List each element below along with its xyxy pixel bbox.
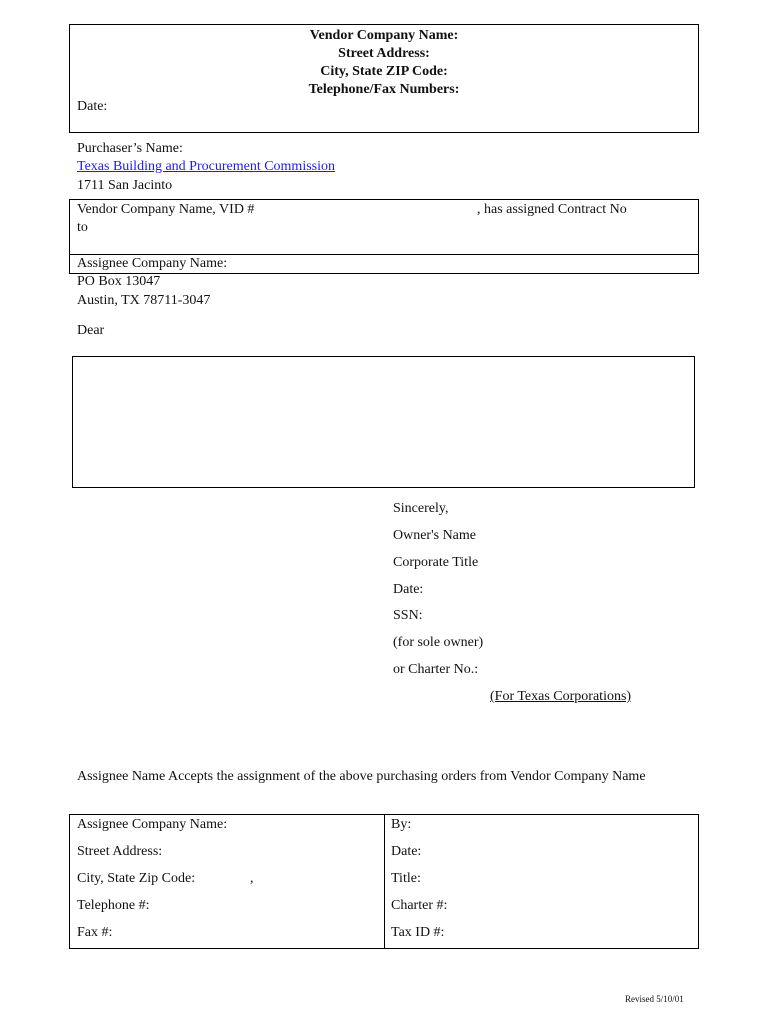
to-label: to (77, 220, 88, 235)
assigned-contract-label: , has assigned Contract No (477, 202, 627, 217)
table-right-by: By: (391, 817, 412, 832)
sole-owner-note: (for sole owner) (393, 635, 484, 650)
phone-fax-label: Telephone/Fax Numbers: (308, 82, 460, 97)
table-right-title: Title: (391, 871, 421, 886)
assignee-company-box (69, 254, 699, 274)
ssn-label: SSN: (393, 608, 423, 623)
letter-body-box[interactable] (72, 356, 695, 488)
table-left-street-address: Street Address: (77, 844, 163, 859)
assignment-box (69, 199, 699, 255)
table-divider (384, 815, 385, 948)
acceptance-statement: Assignee Name Accepts the assignment of the above purchasing orders from Vendor Company Name (77, 769, 646, 784)
texas-corporations-note: (For Texas Corporations) (490, 689, 632, 704)
street-address-label: Street Address: (338, 46, 430, 61)
vendor-company-name-label: Vendor Company Name: (309, 28, 459, 43)
assignee-details-table (69, 814, 699, 949)
table-left-fax: Fax #: (77, 925, 113, 940)
city-state-zip-label: City, State ZIP Code: (320, 64, 448, 79)
table-right-charter: Charter #: (391, 898, 448, 913)
sincerely: Sincerely, (393, 501, 449, 516)
header-date-label: Date: (77, 99, 108, 114)
vendor-vid-label: Vendor Company Name, VID # (77, 202, 255, 217)
owner-name: Owner's Name (393, 528, 476, 543)
table-left-assignee-company: Assignee Company Name: (77, 817, 228, 832)
assignee-company-label: Assignee Company Name: (77, 256, 228, 271)
po-box-line1: PO Box 13047 (77, 274, 161, 289)
table-left-telephone: Telephone #: (77, 898, 150, 913)
table-right-date: Date: (391, 844, 422, 859)
purchaser-name-label: Purchaser’s Name: (77, 141, 183, 156)
purchaser-address: 1711 San Jacinto (77, 178, 173, 193)
revised-date: Revised 5/10/01 (625, 994, 684, 1004)
table-left-city-state-zip: City, State Zip Code: (77, 871, 196, 886)
corporate-title: Corporate Title (393, 555, 479, 570)
po-box-line2: Austin, TX 78711-3047 (77, 293, 211, 308)
purchaser-link[interactable]: Texas Building and Procurement Commission (77, 159, 335, 174)
table-right-tax-id: Tax ID #: (391, 925, 445, 940)
salutation: Dear (77, 323, 105, 338)
charter-no-label: or Charter No.: (393, 662, 479, 677)
signature-date: Date: (393, 582, 424, 597)
table-left-city-comma: , (250, 871, 254, 886)
vendor-header-box (69, 24, 699, 133)
